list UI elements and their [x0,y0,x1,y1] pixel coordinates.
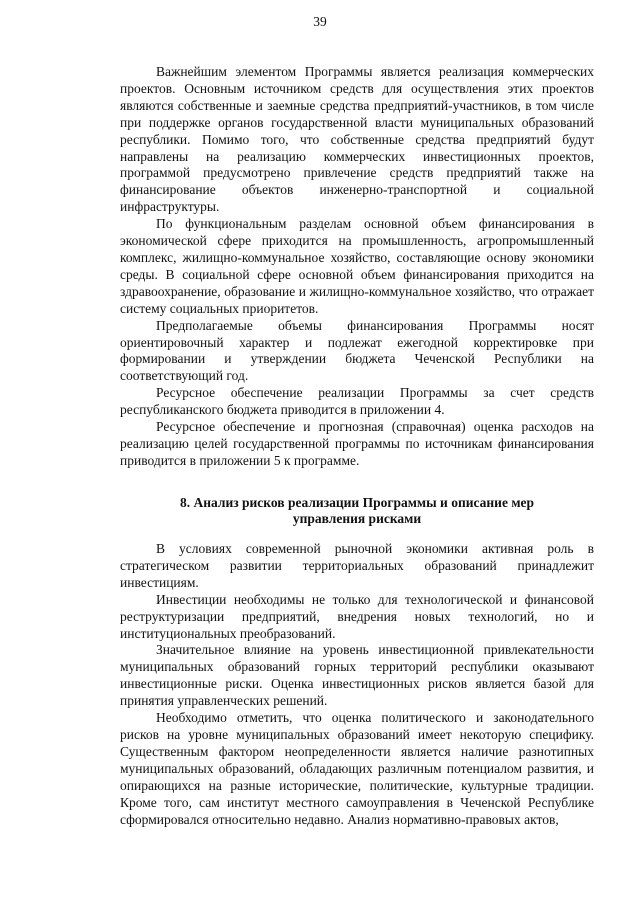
paragraph: Значительное влияние на уровень инвестиционной привлекательности муниципальных образований горных территорий республики оказывают инвестиционные риски. Оценка инвестиционных рисков является базой для принятия управленческих решений. [120,642,594,709]
section-risks-text [120,541,594,828]
paragraph: Ресурсное обеспечение и прогнозная (справочная) оценка расходов на реализацию целей государственной программы по источникам финансирования приводится в приложении 5 к программе. [120,419,594,468]
section-heading-line: 8. Анализ рисков реализации Программы и описание мер [179,495,535,510]
paragraph: В условиях современной рыночной экономики активная роль в стратегическом развитии территориальных образований принадлежит инвестициям. [120,541,594,590]
section-heading [120,495,594,527]
section-financing-text [120,64,594,470]
section-heading-line: управления рисками [292,511,422,526]
paragraph: Предполагаемые объемы финансирования Программы носят ориентировочный характер и подлежат ежегодной корректировке при формировании и утверждении бюджета Чеченской Республики на соответствующий год. [120,317,594,384]
paragraph: Ресурсное обеспечение реализации Программы за счет средств республиканского бюджета приводится в приложении 4. [120,385,594,418]
paragraph: По функциональным разделам основной объем финансирования в экономической сфере приходится на промышленность, агропромышленный комплекс, жилищно-коммунальное хозяйство, составляющие основу экономики среды. В социальной сфере основной объем финансирования приходится на здравоохранение, образование и жилищно-коммунальное хозяйство, что отражает систему социальных приоритетов. [120,216,594,316]
paragraph: Необходимо отметить, что оценка политического и законодательного рисков на уровне муниципальных образований имеет некоторую специфику. Существенным фактором неопределенности является наличие разнотипных муниципальных образований, обладающих различным потенциалом развития, и опирающихся на разные исторические, политические, культурные традиции. Кроме того, сам институт местного самоуправления в Чеченской Республике сформировался относительно недавно. Анализ нормативно-правовых актов, [120,710,594,827]
paragraph: Важнейшим элементом Программы является реализация коммерческих проектов. Основным источником средств для осуществления этих проектов являются собственные и заемные средства предприятий-участников, в том числе при поддержке органов государственной власти муниципальных образований республики. Помимо того, что собственные средства предприятий будут направлены на реализацию коммерческих инвестиционных проектов, программой предусмотрено привлечение средств предприятий также на финансирование объектов инженерно-транспортной и социальной инфраструктуры. [120,64,594,215]
paragraph: Инвестиции необходимы не только для технологической и финансовой реструктуризации предприятий, внедрения новых технологий, но и институциональных преобразований. [120,591,594,641]
page-number: 39 [313,14,327,29]
